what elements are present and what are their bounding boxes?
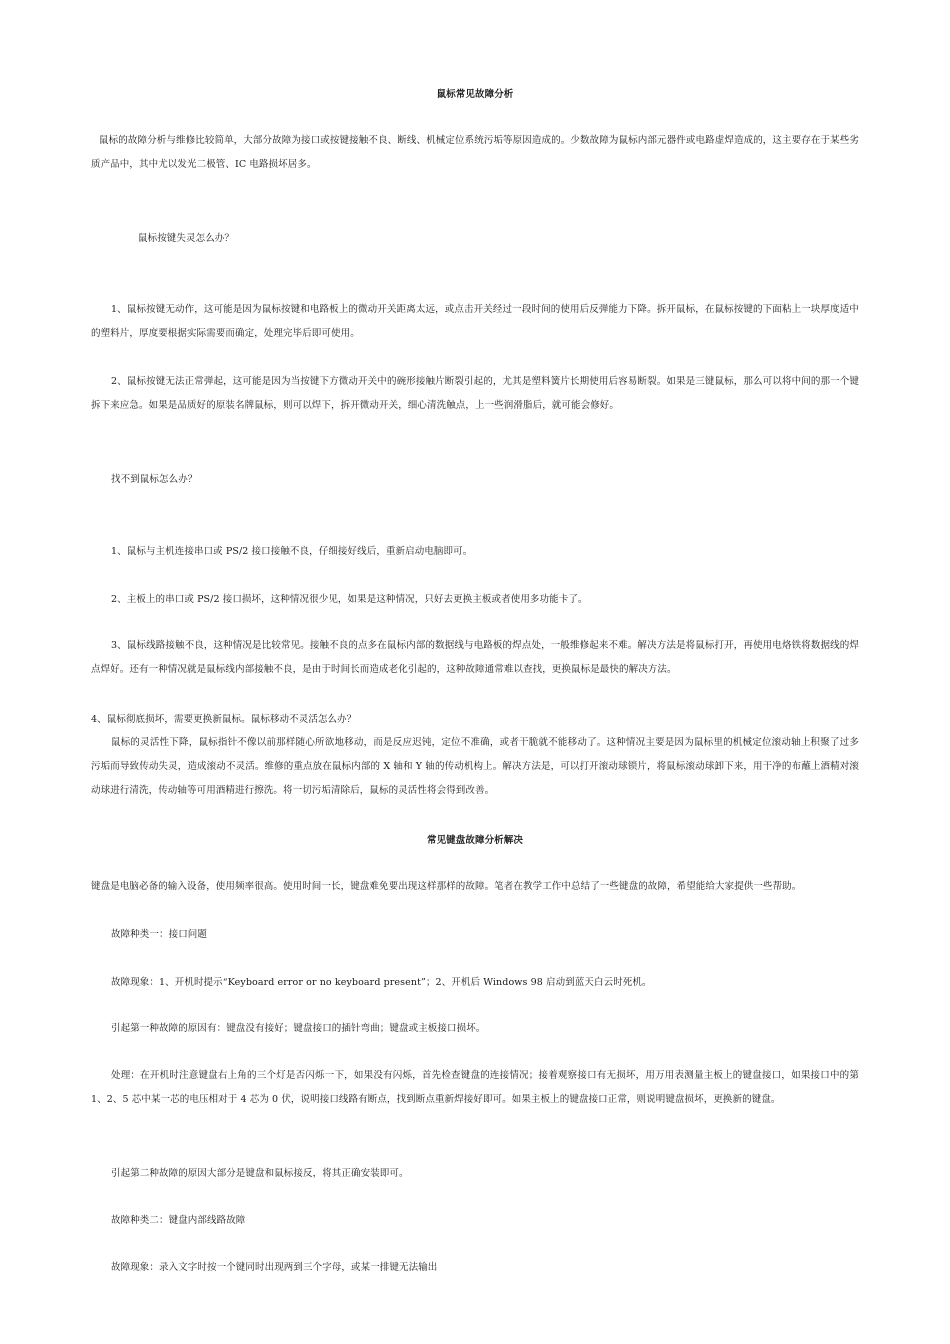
keyboard-section-title: 常见键盘故障分析解决: [426, 835, 523, 846]
fault-type-internal-circuit: 故障种类二：键盘内部线路故障: [111, 1215, 246, 1226]
fault-type-interface: 故障种类一：接口问题: [111, 929, 208, 940]
answer-mouse-broken: 4、鼠标彻底损坏，需要更换新鼠标。鼠标移动不灵活怎么办？: [91, 714, 357, 725]
fault-cause-second: 引起第二种故障的原因大部分是键盘和鼠标接反，将其正确安装即可。: [111, 1168, 409, 1179]
fault-symptom-internal-circuit: 故障现象：录入文字时按一个键同时出现两到三个字母，或某一排键无法输出: [111, 1262, 438, 1273]
fault-symptom-interface: 故障现象：1、开机时提示“Keyboard error or no keyboard present”；2、开机后 Windows 98 启动到蓝天白云时死机。: [111, 977, 652, 988]
answer-line-contact: 3、鼠标线路接触不良，这种情况是比较常见。接触不良的点多在鼠标内部的数据线与电路板的焊点处，一般维修起来不难。解决方法是将鼠标打开，再使用电烙铁将数据线的焊点焊好。还有一种情况就是鼠标线内部接触不良，是由于时间长而造成老化引起的，这种故障通常难以查找，更换鼠标是最快的解决方法。: [91, 640, 859, 675]
answer-port-contact: 1、鼠标与主机连接串口或 PS/2 接口接触不良，仔细接好线后，重新启动电脑即可。: [111, 546, 473, 557]
mouse-section-title: 鼠标常见故障分析: [436, 89, 514, 100]
answer-mouse-sluggish: 鼠标的灵活性下降，鼠标指针不像以前那样随心所欲地移动，而是反应迟钝，定位不准确，或者干脆就不能移动了。这种情况主要是因为鼠标里的机械定位滚动轴上积聚了过多污垢而导致传动失灵，造成滚动不灵活。维修的重点放在鼠标内部的 X 轴和 Y 轴的传动机构上。解决方法是，可以打开滚动球锁片，将鼠标滚动球卸下来，用干净的布蘸上酒精对滚动球进行清洗，传动轴等可用酒精进行擦洗。将一切污垢清除后，鼠标的灵活性将会得到改善。: [91, 737, 859, 796]
fault-cause-first: 引起第一种故障的原因有：键盘没有接好；键盘接口的插针弯曲；键盘或主板接口损坏。: [111, 1023, 486, 1034]
mouse-intro-paragraph: 鼠标的故障分析与维修比较简单，大部分故障为接口或按键接触不良、断线、机械定位系统污垢等原因造成的。少数故障为鼠标内部元器件或电路虚焊造成的，这主要存在于某些劣质产品中，其中尤以发光二极管、IC 电路损坏居多。: [91, 135, 859, 170]
question-mouse-not-found: 找不到鼠标怎么办？: [111, 474, 198, 485]
keyboard-intro-paragraph: 键盘是电脑必备的输入设备，使用频率很高。使用时间一长，键盘难免要出现这样那样的故障。笔者在教学工作中总结了一些键盘的故障，希望能给大家提供一些帮助。: [91, 881, 802, 892]
answer-button-no-rebound: 2、鼠标按键无法正常弹起，这可能是因为当按键下方微动开关中的碗形接触片断裂引起的，尤其是塑料簧片长期使用后容易断裂。如果是三键鼠标，那么可以将中间的那一个键拆下来应急。如果是品质好的原装名牌鼠标，则可以焊下，拆开微动开关，细心清洗触点，上一些润滑脂后，就可能会修好。: [91, 376, 859, 411]
answer-button-no-action: 1、鼠标按键无动作，这可能是因为鼠标按键和电路板上的微动开关距离太远，或点击开关经过一段时间的使用后反弹能力下降。拆开鼠标，在鼠标按键的下面粘上一块厚度适中的塑料片，厚度要根据实际需要而确定，处理完毕后即可使用。: [91, 304, 859, 339]
answer-port-damaged: 2、主板上的串口或 PS/2 接口损坏，这种情况很少见，如果是这种情况，只好去更换主板或者使用多功能卡了。: [111, 594, 588, 605]
question-button-failure: 鼠标按键失灵怎么办？: [138, 233, 235, 244]
fault-fix-interface: 处理：在开机时注意键盘右上角的三个灯是否闪烁一下，如果没有闪烁，首先检查键盘的连接情况；接着观察接口有无损坏，用万用表测量主板上的键盘接口，如果接口中的第 1、2、5 芯中某一芯的电压相对于 4 芯为 0 伏，说明接口线路有断点，找到断点重新焊接好即可。如果主板上的键盘接口正常，则说明键盘损坏，更换新的键盘。: [91, 1070, 859, 1105]
